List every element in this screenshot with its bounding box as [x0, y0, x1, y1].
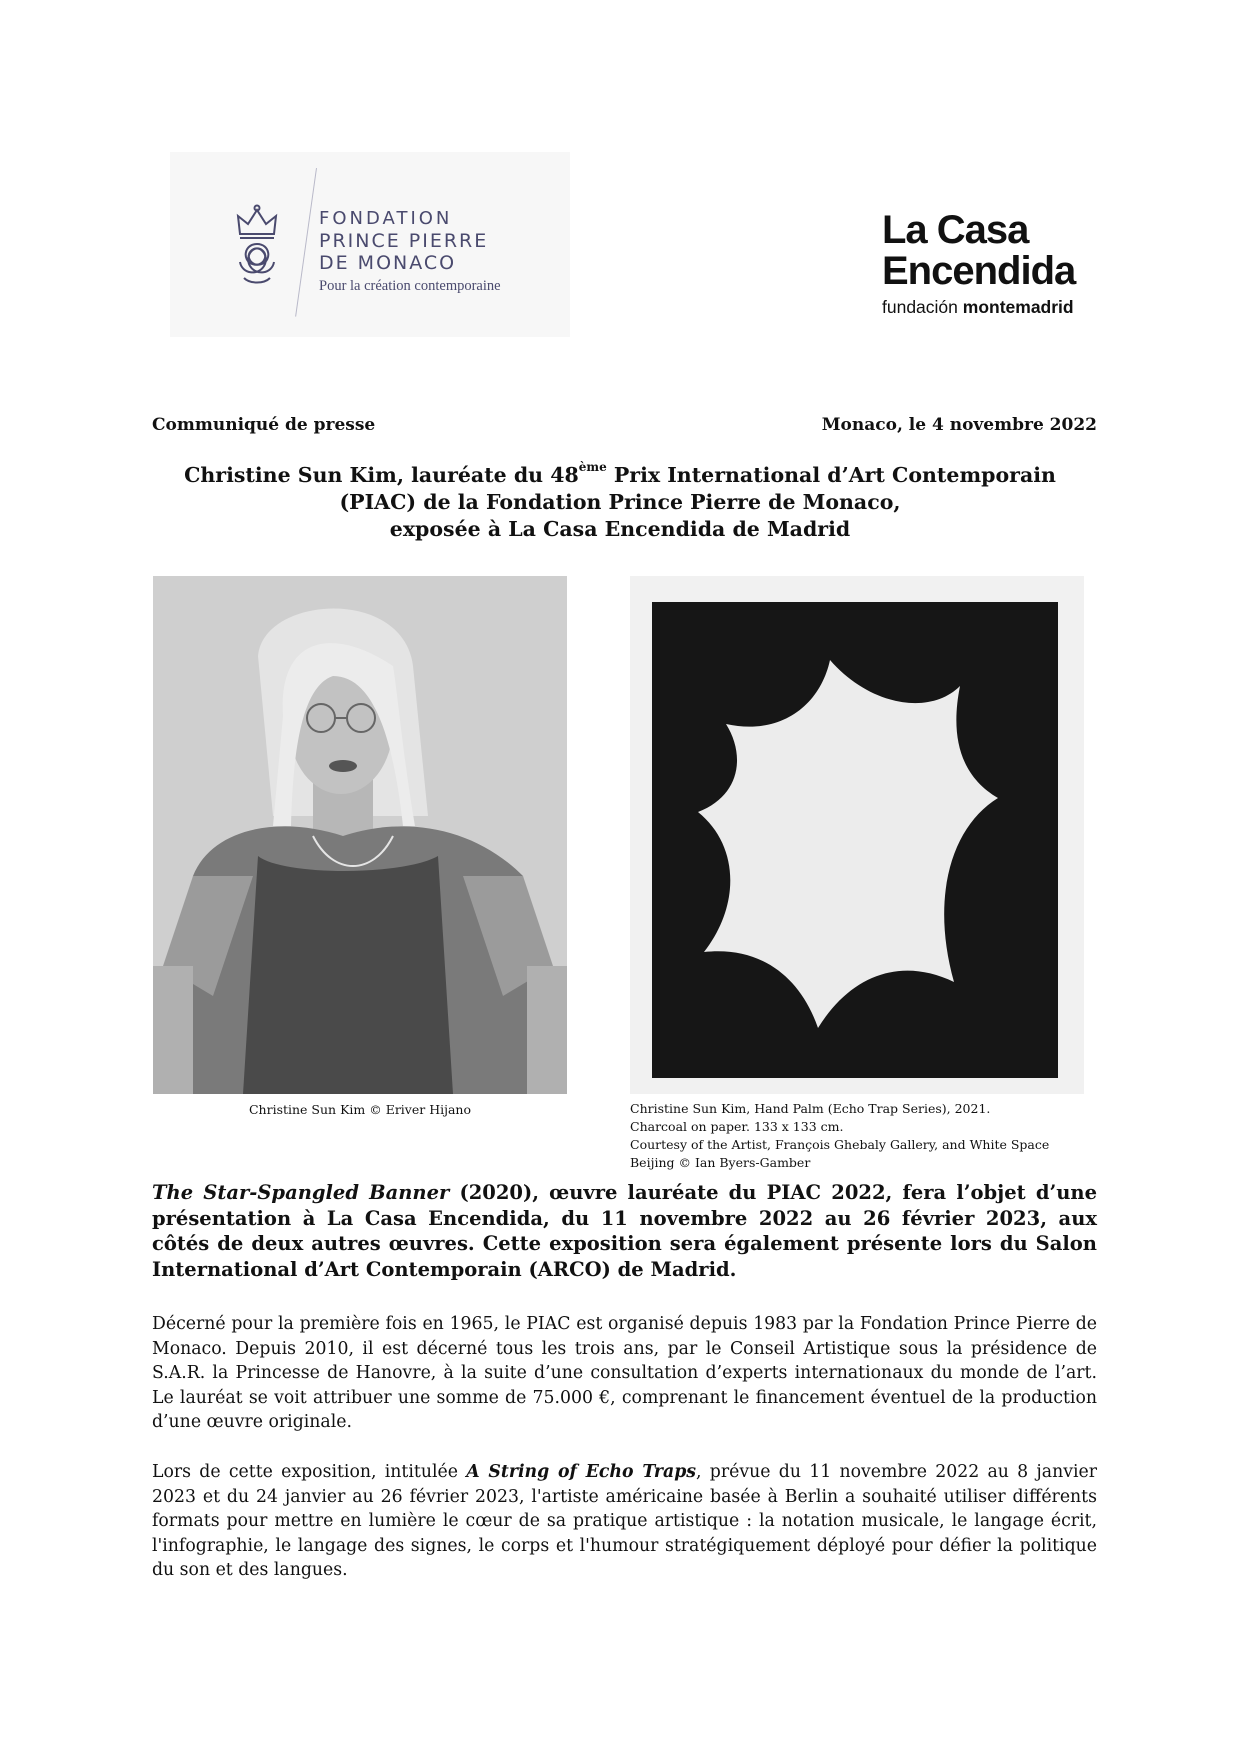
release-date: Monaco, le 4 novembre 2022: [821, 415, 1097, 435]
artwork-caption-line-1: Christine Sun Kim, Hand Palm (Echo Trap Series), 2021.: [630, 1101, 991, 1116]
lead-text: (2020), œuvre lauréate du PIAC 2022, fera l’objet d’une présentation à La Casa Encendida, du 11 novembre 2022 au 26 février 2023, aux côtés de deux autres œuvres. Cette exposition sera également présente lors du Salon International d’Art Contemporain (ARCO) de Madrid.: [152, 1181, 1098, 1281]
artwork-image: [630, 576, 1084, 1094]
lead-paragraph: [152, 1180, 1097, 1282]
foundation-line-1: FONDATION: [319, 208, 453, 229]
casa-logo-line-1: La Casa: [882, 208, 1029, 252]
casa-logo-sub: [882, 296, 1102, 318]
lead-artwork-title: The Star-Spangled Banner: [152, 1181, 450, 1204]
foundation-tagline: Pour la création contemporaine: [319, 278, 501, 294]
artist-portrait-photo: [153, 576, 567, 1094]
page-title: [140, 462, 1100, 543]
body-paragraph-1: Décerné pour la première fois en 1965, le PIAC est organisé depuis 1983 par la Fondation Prince Pierre de Monaco. Depuis 2010, il est décerné tous les trois ans, par le Conseil Artistique sous la présidence de S.A.R. la Princesse de Hanovre, à la suite d’une consultation d’experts internationaux du monde de l’art. Le lauréat se voit attribuer une somme de 75.000 €, comprenant le financement éventuel de la production d’une œuvre originale.: [152, 1314, 1097, 1432]
fondation-prince-pierre-logo: [170, 152, 570, 337]
foundation-line-3: DE MONACO: [319, 252, 457, 274]
artwork-caption: [630, 1100, 1090, 1172]
casa-logo-line-2: Encendida: [882, 249, 1076, 293]
logo-divider: [295, 168, 317, 317]
foundation-line-2: PRINCE PIERRE: [319, 230, 489, 252]
portrait-caption: Christine Sun Kim © Eriver Hijano: [248, 1102, 472, 1117]
casa-logo-sub-normal: fundación: [882, 297, 963, 317]
exhibition-title: A String of Echo Traps: [466, 1462, 697, 1482]
artwork-caption-line-4: Beijing © Ian Byers-Gamber: [630, 1155, 811, 1170]
title-line-2: (PIAC) de la Fondation Prince Pierre de Monaco,: [339, 490, 901, 514]
title-superscript: ème: [578, 460, 607, 474]
title-line-3: exposée à La Casa Encendida de Madrid: [389, 517, 851, 541]
crown-monogram-icon: [232, 204, 282, 288]
artwork-hand-palm: [630, 576, 1084, 1094]
portrait-illustration: [153, 576, 567, 1094]
casa-logo-sub-bold: montemadrid: [962, 297, 1074, 317]
para2-post: , prévue du 11 novembre 2022 au 8 janvier 2023 et du 24 janvier au 26 février 2023, l'artiste américaine basée à Berlin a souhaité utiliser différents formats pour mettre en lumière le cœur de sa pratique artistique : la notation musicale, le langage écrit, l'infographie, le langage des signes, le corps et l'humour stratégiquement déployé pour défier la politique du son et des langues.: [152, 1462, 1098, 1580]
body-paragraph-2: [152, 1460, 1097, 1583]
la-casa-encendida-logo: [882, 210, 1102, 320]
foundation-wordmark: [319, 208, 501, 295]
para2-pre: Lors de cette exposition, intitulée: [152, 1462, 467, 1482]
title-line-1: [140, 462, 1100, 489]
artwork-caption-line-3: Courtesy of the Artist, François Ghebaly Gallery, and White Space: [630, 1137, 1050, 1152]
artwork-caption-line-2: Charcoal on paper. 133 x 133 cm.: [630, 1119, 844, 1134]
title-line-1-pre: Christine Sun Kim, lauréate du 48: [184, 463, 579, 487]
press-release-label: Communiqué de presse: [152, 415, 376, 435]
title-line-1-post: Prix International d’Art Contemporain: [606, 463, 1056, 487]
